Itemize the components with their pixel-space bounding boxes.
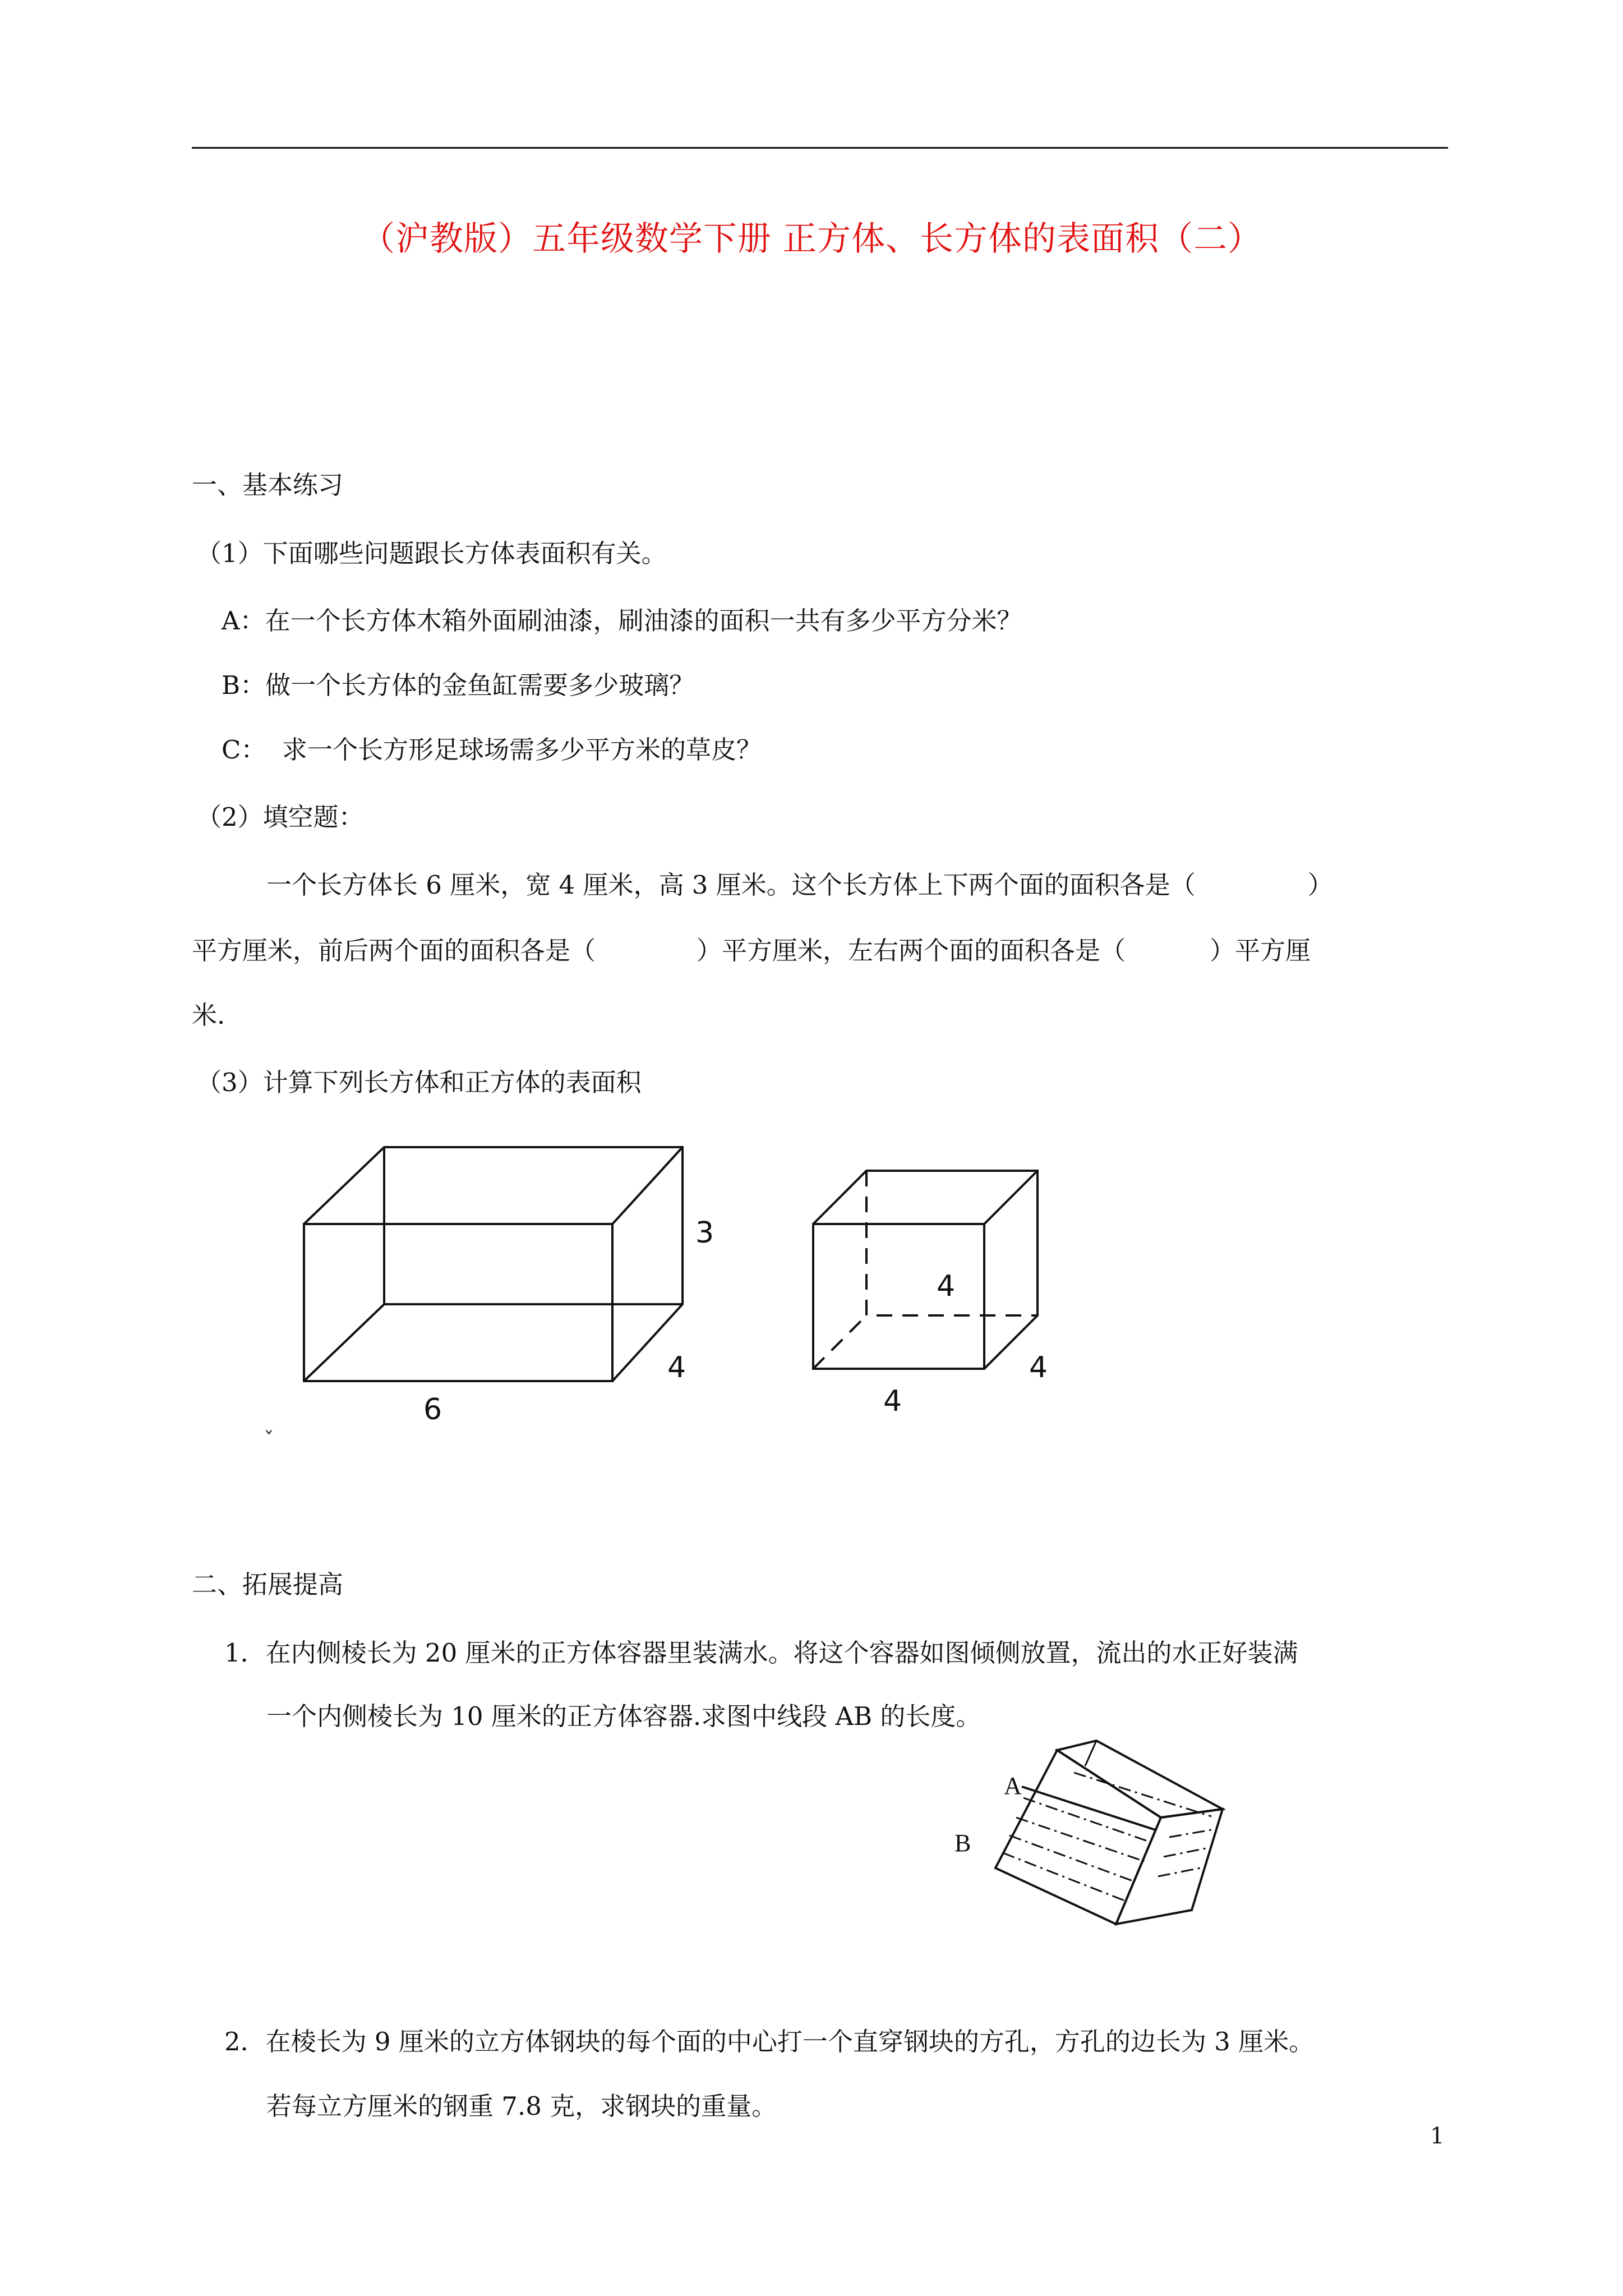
q1-stem: （1）下面哪些问题跟长方体表面积有关。 — [196, 539, 667, 568]
label-a: A — [1004, 1772, 1022, 1800]
stray-mark: ˇ — [264, 1428, 274, 1452]
p2-line2: 若每立方厘米的钢重 7.8 克，求钢块的重量。 — [266, 2091, 777, 2121]
cuboid-width-label: 4 — [667, 1351, 686, 1384]
label-b: B — [955, 1829, 971, 1857]
p2-line1: 2．在棱长为 9 厘米的立方体钢块的每个面的中心打一个直穿钢块的方孔，方孔的边长为 3 厘米。 — [224, 2027, 1315, 2056]
q2-line2-text-c: ）平方厘 — [1210, 936, 1311, 965]
container-side-face — [1116, 1809, 1223, 1924]
q1-option-b: B：做一个长方体的金鱼缸需要多少玻璃？ — [222, 670, 695, 700]
water-surface-line — [1022, 1787, 1155, 1830]
container-inner-edge — [1085, 1741, 1096, 1766]
section2-heading: 二、拓展提高 — [192, 1570, 344, 1599]
cuboid-top-right-edge — [612, 1147, 683, 1224]
cube-top-right-edge — [984, 1171, 1038, 1224]
q2-line1-text: 一个长方体长 6 厘米，宽 4 厘米，高 3 厘米。这个长方体上下两个面的面积各是（ — [266, 870, 1196, 900]
q2-stem: （2）填空题： — [196, 802, 364, 832]
cube-back-edges — [813, 1171, 1038, 1369]
cube-depth-label: 4 — [1029, 1351, 1048, 1384]
q2-line2-text-a: 平方厘米，前后两个面的面积各是（ — [192, 936, 596, 965]
q2-line2-text-b: ）平方厘米，左右两个面的面积各是（ — [697, 936, 1126, 965]
q1-option-c: C： 求一个长方形足球场需多少平方米的草皮？ — [222, 735, 762, 765]
cuboid-hidden-diagonal — [304, 1304, 384, 1381]
cuboid-back-edges — [304, 1147, 683, 1381]
cube-front-face — [813, 1224, 984, 1369]
cube-height-label: 4 — [937, 1269, 956, 1303]
page-number: 1 — [1430, 2123, 1445, 2149]
cube-bottom-label: 4 — [883, 1384, 902, 1418]
cuboid-front-face — [304, 1224, 612, 1381]
p1-line2: 一个内侧棱长为 10 厘米的正方体容器.求图中线段 AB 的长度。 — [266, 1701, 981, 1731]
cube-hidden-diagonal — [813, 1315, 866, 1369]
section1-heading: 一、基本练习 — [192, 470, 344, 500]
q2-line3: 米. — [192, 1000, 225, 1030]
cuboid-figure — [304, 1147, 683, 1381]
p1-line1: 1．在内侧棱长为 20 厘米的正方体容器里装满水。将这个容器如图倾侧放置，流出的水正好装满 — [224, 1638, 1298, 1668]
cuboid-height-label: 3 — [695, 1216, 714, 1250]
q2-line1-close: ） — [1307, 870, 1333, 900]
q3-stem: （3）计算下列长方体和正方体的表面积 — [196, 1068, 642, 1097]
cuboid-hidden-edges — [384, 1147, 683, 1304]
q1-option-a: A：在一个长方体木箱外面刷油漆，刷油漆的面积一共有多少平方分米？ — [222, 606, 1022, 636]
cuboid-length-label: 6 — [423, 1393, 442, 1427]
tilted-container-figure — [995, 1741, 1223, 1924]
cube-figure — [813, 1171, 1038, 1369]
document-title: （沪教版）五年级数学下册 正方体、长方体的表面积（二） — [361, 219, 1262, 259]
